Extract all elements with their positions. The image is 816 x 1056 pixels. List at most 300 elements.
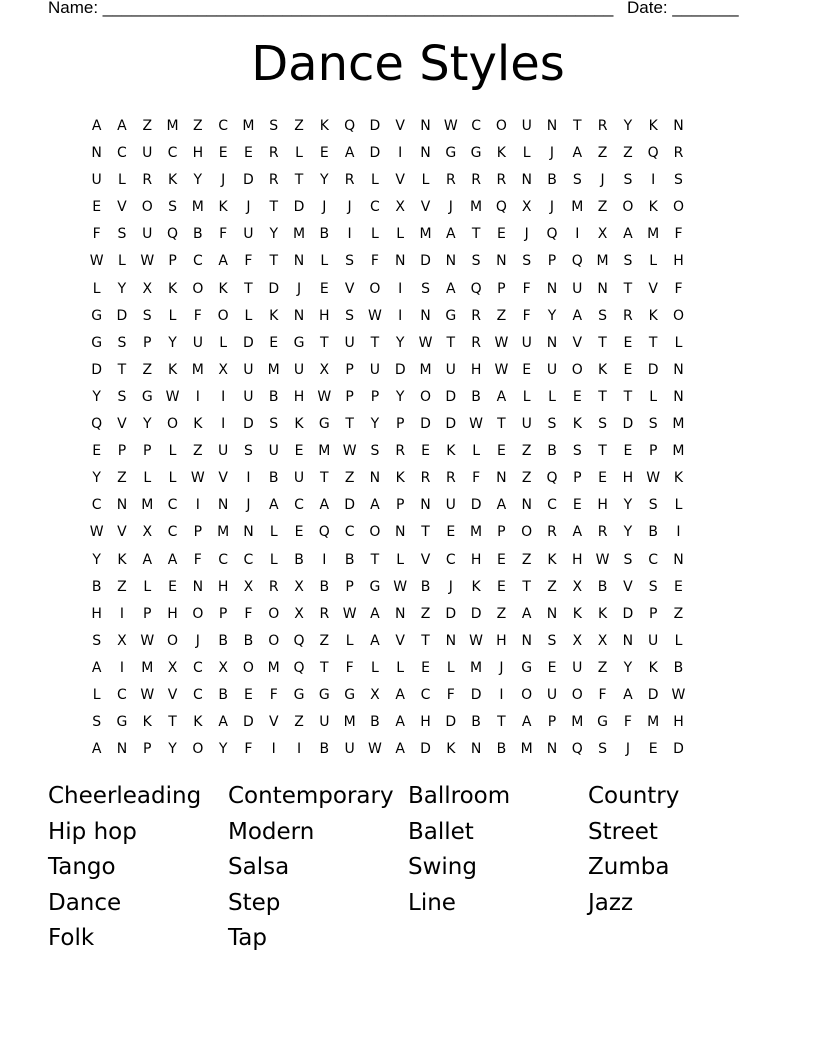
grid-letter: R bbox=[445, 470, 456, 487]
grid-letter: L bbox=[649, 253, 658, 270]
grid-letter: L bbox=[674, 632, 683, 649]
grid-letter: A bbox=[218, 714, 228, 731]
grid-row bbox=[84, 194, 691, 221]
grid-letter: H bbox=[293, 388, 305, 405]
grid-letter: A bbox=[91, 118, 102, 134]
grid-letter: A bbox=[268, 497, 279, 514]
grid-letter: B bbox=[294, 551, 304, 568]
grid-letter: H bbox=[319, 307, 330, 324]
grid-letter: A bbox=[623, 226, 633, 243]
grid-letter: L bbox=[118, 172, 126, 189]
grid-letter: S bbox=[117, 334, 127, 351]
grid-letter: T bbox=[573, 118, 582, 134]
grid-letter: M bbox=[520, 741, 533, 758]
grid-letter: Y bbox=[168, 741, 177, 758]
grid-letter: D bbox=[445, 388, 457, 405]
grid-letter: X bbox=[572, 632, 583, 649]
grid-letter: X bbox=[142, 524, 153, 541]
grid-letter: D bbox=[622, 416, 634, 433]
grid-letter: B bbox=[370, 714, 380, 731]
grid-letter: Y bbox=[547, 307, 557, 324]
grid-letter: C bbox=[344, 524, 355, 541]
grid-letter: F bbox=[244, 605, 253, 622]
grid-letter: U bbox=[344, 741, 355, 758]
grid-letter: V bbox=[395, 118, 405, 134]
grid-row bbox=[84, 248, 691, 275]
grid-letter: J bbox=[600, 172, 605, 189]
grid-letter: M bbox=[292, 226, 306, 243]
grid-letter: Q bbox=[571, 253, 583, 270]
grid-letter: P bbox=[497, 524, 506, 541]
grid-letter: T bbox=[320, 470, 329, 487]
grid-row bbox=[84, 221, 691, 248]
grid-letter: E bbox=[319, 145, 329, 162]
header bbox=[48, 0, 748, 20]
grid-letter: Q bbox=[546, 226, 558, 243]
grid-letter: C bbox=[445, 551, 456, 568]
grid-letter: M bbox=[267, 659, 280, 676]
grid-letter: L bbox=[345, 632, 354, 649]
grid-letter: D bbox=[394, 361, 406, 378]
grid-letter: E bbox=[496, 443, 506, 460]
grid-letter: O bbox=[672, 307, 684, 324]
grid-letter: A bbox=[446, 226, 456, 243]
grid-letter: E bbox=[319, 280, 329, 297]
grid-letter: H bbox=[673, 714, 684, 731]
grid-row bbox=[84, 682, 691, 709]
grid-letter: Z bbox=[496, 307, 507, 324]
grid-letter: B bbox=[648, 524, 658, 541]
grid-letter: I bbox=[575, 226, 580, 243]
grid-letter: V bbox=[395, 172, 405, 189]
grid-letter: V bbox=[420, 551, 431, 568]
grid-letter: D bbox=[344, 497, 355, 514]
grid-letter: D bbox=[420, 741, 431, 758]
grid-letter: J bbox=[246, 497, 251, 514]
grid-letter: L bbox=[396, 551, 405, 568]
grid-letter: U bbox=[243, 226, 254, 243]
grid-letter: C bbox=[117, 686, 127, 703]
grid-letter: E bbox=[496, 551, 506, 568]
grid-letter: G bbox=[116, 714, 128, 731]
grid-letter: P bbox=[143, 443, 152, 460]
grid-letter: V bbox=[648, 280, 658, 297]
grid-letter: K bbox=[269, 307, 279, 324]
grid-letter: L bbox=[143, 578, 152, 595]
grid-letter: X bbox=[521, 199, 532, 216]
grid-letter: C bbox=[243, 551, 254, 568]
grid-row bbox=[84, 411, 691, 438]
grid-letter: K bbox=[572, 416, 582, 433]
grid-letter: Y bbox=[269, 226, 278, 243]
grid-letter: T bbox=[421, 632, 430, 649]
grid-letter: H bbox=[217, 578, 229, 595]
grid-letter: I bbox=[296, 741, 302, 758]
grid-letter: A bbox=[218, 253, 228, 270]
grid-letter: X bbox=[142, 280, 153, 297]
grid-letter: P bbox=[143, 741, 152, 758]
grid-letter: Z bbox=[294, 118, 304, 134]
page-title: Dance Styles bbox=[251, 36, 565, 92]
grid-letter: Q bbox=[293, 632, 305, 649]
grid-letter: W bbox=[494, 361, 509, 378]
grid-row bbox=[84, 140, 691, 167]
grid-letter: O bbox=[192, 605, 204, 622]
grid-letter: L bbox=[118, 253, 126, 270]
grid-letter: M bbox=[470, 524, 483, 541]
grid-letter: O bbox=[217, 307, 229, 324]
word-list-item: Modern bbox=[228, 818, 315, 845]
grid-letter: J bbox=[549, 199, 555, 216]
grid-letter: K bbox=[218, 280, 228, 297]
grid-letter: Z bbox=[623, 145, 633, 162]
grid-letter: E bbox=[244, 686, 253, 703]
grid-letter: U bbox=[192, 334, 203, 351]
grid-letter: U bbox=[572, 280, 583, 297]
grid-letter: M bbox=[672, 416, 685, 433]
grid-letter: F bbox=[92, 226, 101, 243]
grid-row bbox=[84, 519, 691, 546]
grid-letter: I bbox=[651, 172, 656, 189]
grid-letter: N bbox=[546, 118, 558, 134]
grid-letter: Y bbox=[92, 551, 101, 568]
grid-letter: T bbox=[497, 714, 506, 731]
grid-letter: Y bbox=[395, 334, 405, 351]
grid-row bbox=[84, 628, 691, 655]
grid-letter: D bbox=[243, 334, 254, 351]
grid-letter: G bbox=[445, 145, 457, 162]
grid-letter: B bbox=[243, 632, 254, 649]
grid-letter: M bbox=[191, 361, 204, 378]
word-list-item: Salsa bbox=[228, 854, 290, 880]
grid-letter: W bbox=[140, 686, 155, 703]
name-field[interactable]: Name: ______________________________________________________ bbox=[48, 0, 614, 17]
word-list bbox=[48, 780, 768, 958]
grid-letter: P bbox=[143, 605, 152, 622]
word-list-item: Cheerleading bbox=[48, 783, 202, 809]
grid-letter: B bbox=[547, 443, 557, 460]
grid-letter: K bbox=[597, 605, 608, 622]
grid-letter: L bbox=[168, 470, 177, 487]
grid-row bbox=[84, 357, 691, 384]
grid-letter: S bbox=[572, 172, 582, 189]
grid-letter: P bbox=[648, 443, 658, 460]
grid-letter: S bbox=[370, 443, 380, 460]
grid-letter: W bbox=[494, 334, 509, 351]
grid-letter: S bbox=[674, 172, 683, 189]
grid-letter: D bbox=[420, 253, 431, 270]
grid-letter: N bbox=[293, 307, 305, 324]
grid-letter: N bbox=[496, 253, 507, 270]
grid-letter: C bbox=[471, 118, 481, 134]
grid-letter: E bbox=[244, 145, 253, 162]
grid-letter: X bbox=[395, 199, 405, 216]
grid-letter: C bbox=[192, 686, 203, 703]
grid-letter: V bbox=[572, 334, 583, 351]
grid-letter: L bbox=[522, 388, 531, 405]
grid-letter: X bbox=[597, 632, 608, 649]
grid-letter: K bbox=[167, 172, 178, 189]
grid-letter: D bbox=[647, 686, 659, 703]
grid-letter: H bbox=[420, 714, 431, 731]
grid-letter: V bbox=[344, 280, 355, 297]
grid-letter: T bbox=[294, 172, 304, 189]
grid-letter: R bbox=[597, 524, 608, 541]
grid-letter: R bbox=[623, 307, 633, 324]
grid-letter: E bbox=[294, 443, 304, 460]
grid-letter: K bbox=[142, 714, 152, 731]
grid-letter: L bbox=[674, 334, 683, 351]
grid-letter: H bbox=[622, 470, 634, 487]
grid-letter: D bbox=[420, 416, 431, 433]
grid-letter: T bbox=[522, 578, 531, 595]
grid-letter: N bbox=[243, 524, 254, 541]
grid-letter: E bbox=[572, 497, 582, 514]
grid-letter: Y bbox=[370, 416, 380, 433]
grid-row bbox=[84, 709, 691, 736]
grid-letter: Z bbox=[117, 578, 127, 595]
grid-letter: S bbox=[598, 307, 608, 324]
grid-letter: F bbox=[674, 226, 683, 243]
grid-letter: Z bbox=[597, 199, 608, 216]
grid-letter: A bbox=[167, 551, 178, 568]
grid-letter: V bbox=[623, 578, 633, 595]
grid-letter: K bbox=[117, 551, 127, 568]
grid-letter: H bbox=[673, 253, 684, 270]
grid-letter: F bbox=[674, 280, 683, 297]
grid-letter: X bbox=[319, 361, 330, 378]
grid-row bbox=[84, 465, 691, 492]
grid-letter: O bbox=[268, 632, 280, 649]
grid-letter: S bbox=[623, 551, 633, 568]
word-list-item: Dance bbox=[48, 889, 122, 916]
grid-letter: L bbox=[396, 659, 405, 676]
grid-letter: A bbox=[446, 280, 456, 297]
grid-letter: O bbox=[242, 659, 254, 676]
grid-letter: M bbox=[141, 659, 154, 676]
grid-letter: S bbox=[168, 199, 177, 216]
grid-letter: A bbox=[572, 145, 583, 162]
grid-letter: W bbox=[165, 388, 180, 405]
grid-row bbox=[84, 655, 691, 682]
grid-letter: I bbox=[246, 470, 251, 487]
grid-letter: I bbox=[221, 388, 226, 405]
grid-letter: F bbox=[522, 307, 531, 324]
grid-letter: S bbox=[142, 307, 152, 324]
grid-letter: E bbox=[92, 199, 102, 216]
grid-letter: Y bbox=[623, 118, 633, 134]
grid-letter: A bbox=[370, 497, 380, 514]
grid-letter: J bbox=[448, 578, 453, 595]
grid-letter: T bbox=[345, 416, 354, 433]
grid-letter: U bbox=[344, 334, 355, 351]
grid-letter: L bbox=[522, 145, 531, 162]
grid-letter: K bbox=[167, 361, 178, 378]
grid-letter: W bbox=[190, 470, 205, 487]
grid-letter: Y bbox=[623, 524, 633, 541]
grid-letter: J bbox=[322, 199, 327, 216]
grid-letter: R bbox=[673, 145, 684, 162]
grid-letter: M bbox=[419, 226, 432, 243]
grid-letter: D bbox=[369, 118, 381, 134]
grid-letter: M bbox=[267, 361, 280, 378]
grid-letter: A bbox=[91, 741, 102, 758]
grid-letter: C bbox=[420, 686, 431, 703]
grid-letter: I bbox=[398, 145, 403, 162]
grid-letter: N bbox=[420, 118, 431, 134]
grid-letter: C bbox=[192, 253, 203, 270]
grid-letter: W bbox=[367, 307, 382, 324]
grid-letter: O bbox=[672, 199, 684, 216]
grid-letter: N bbox=[369, 470, 381, 487]
grid-letter: P bbox=[395, 497, 405, 514]
grid-letter: X bbox=[167, 659, 178, 676]
grid-letter: M bbox=[571, 714, 584, 731]
grid-letter: Y bbox=[142, 416, 152, 433]
grid-letter: W bbox=[342, 605, 357, 622]
grid-letter: S bbox=[471, 253, 481, 270]
grid-letter: Y bbox=[168, 334, 177, 351]
grid-letter: X bbox=[370, 686, 380, 703]
word-list-item: Swing bbox=[408, 854, 477, 880]
grid-letter: M bbox=[470, 659, 483, 676]
grid-letter: G bbox=[369, 578, 381, 595]
grid-letter: S bbox=[623, 172, 633, 189]
grid-letter: J bbox=[549, 145, 555, 162]
grid-letter: J bbox=[195, 632, 200, 649]
grid-letter: P bbox=[547, 253, 557, 270]
grid-letter: H bbox=[597, 497, 608, 514]
grid-letter: N bbox=[470, 741, 482, 758]
grid-letter: M bbox=[470, 199, 483, 216]
grid-letter: N bbox=[496, 470, 507, 487]
grid-letter: N bbox=[217, 497, 229, 514]
grid-letter: B bbox=[319, 226, 330, 243]
grid-letter: L bbox=[548, 388, 556, 405]
grid-letter: U bbox=[369, 361, 381, 378]
grid-letter: L bbox=[320, 253, 329, 270]
grid-letter: Q bbox=[546, 470, 558, 487]
grid-letter: N bbox=[546, 605, 558, 622]
date-field[interactable]: Date: _______ bbox=[627, 0, 739, 17]
grid-letter: Q bbox=[344, 118, 356, 134]
grid-letter: K bbox=[597, 361, 608, 378]
grid-letter: T bbox=[168, 714, 177, 731]
grid-letter: Z bbox=[673, 605, 684, 622]
grid-letter: T bbox=[269, 199, 278, 216]
grid-letter: J bbox=[448, 199, 453, 216]
grid-letter: V bbox=[117, 199, 127, 216]
grid-letter: R bbox=[319, 605, 330, 622]
grid-letter: V bbox=[218, 470, 228, 487]
grid-letter: W bbox=[418, 334, 433, 351]
grid-letter: Z bbox=[117, 470, 127, 487]
grid-letter: L bbox=[472, 443, 480, 460]
grid-letter: S bbox=[598, 416, 608, 433]
grid-letter: T bbox=[269, 253, 278, 270]
grid-letter: I bbox=[347, 226, 352, 243]
grid-letter: Y bbox=[218, 741, 228, 758]
grid-letter: I bbox=[195, 388, 200, 405]
grid-row bbox=[84, 736, 691, 763]
grid-letter: W bbox=[595, 551, 610, 568]
grid-letter: B bbox=[547, 172, 557, 189]
grid-letter: Z bbox=[521, 443, 532, 460]
grid-letter: C bbox=[547, 497, 557, 514]
grid-letter: X bbox=[117, 632, 127, 649]
grid-letter: F bbox=[193, 307, 202, 324]
grid-letter: N bbox=[91, 145, 102, 162]
grid-letter: K bbox=[446, 443, 456, 460]
grid-letter: G bbox=[293, 334, 305, 351]
grid-letter: B bbox=[471, 388, 481, 405]
grid-letter: K bbox=[471, 578, 481, 595]
grid-letter: L bbox=[371, 659, 379, 676]
grid-letter: D bbox=[647, 361, 659, 378]
grid-letter: W bbox=[89, 253, 104, 270]
grid-letter: P bbox=[218, 605, 228, 622]
grid-letter: H bbox=[470, 551, 482, 568]
grid-letter: T bbox=[117, 361, 127, 378]
grid-letter: F bbox=[193, 551, 202, 568]
grid-letter: M bbox=[166, 118, 179, 134]
grid-row bbox=[84, 330, 691, 357]
grid-letter: T bbox=[623, 280, 633, 297]
grid-letter: T bbox=[471, 226, 481, 243]
grid-letter: W bbox=[317, 388, 332, 405]
grid-letter: O bbox=[369, 280, 381, 297]
grid-letter: V bbox=[117, 416, 127, 433]
grid-letter: F bbox=[244, 741, 253, 758]
grid-letter: T bbox=[370, 334, 380, 351]
grid-letter: N bbox=[521, 497, 532, 514]
grid-letter: I bbox=[676, 524, 681, 541]
grid-letter: N bbox=[521, 172, 532, 189]
grid-letter: N bbox=[673, 551, 684, 568]
grid-letter: F bbox=[244, 253, 253, 270]
grid-letter: I bbox=[322, 551, 327, 568]
grid-letter: Q bbox=[647, 145, 659, 162]
grid-letter: W bbox=[469, 632, 484, 649]
grid-letter: N bbox=[597, 280, 608, 297]
grid-letter: D bbox=[243, 416, 254, 433]
grid-letter: N bbox=[673, 361, 684, 378]
grid-letter: D bbox=[268, 280, 280, 297]
grid-letter: B bbox=[91, 578, 102, 595]
grid-letter: E bbox=[547, 659, 557, 676]
grid-letter: I bbox=[499, 686, 504, 703]
grid-letter: K bbox=[648, 118, 658, 134]
grid-letter: I bbox=[221, 416, 226, 433]
grid-letter: C bbox=[91, 497, 102, 514]
word-list-item: Tango bbox=[48, 854, 116, 880]
grid-letter: G bbox=[445, 307, 457, 324]
grid-letter: P bbox=[345, 578, 354, 595]
grid-letter: J bbox=[246, 199, 251, 216]
grid-letter: C bbox=[294, 497, 304, 514]
word-list-item: Folk bbox=[48, 925, 95, 951]
grid-letter: N bbox=[622, 632, 634, 649]
grid-letter: W bbox=[393, 578, 408, 595]
grid-letter: E bbox=[421, 659, 430, 676]
grid-letter: N bbox=[394, 605, 406, 622]
grid-letter: Z bbox=[521, 551, 532, 568]
grid-letter: B bbox=[268, 388, 279, 405]
grid-letter: Q bbox=[318, 524, 330, 541]
grid-letter: U bbox=[243, 361, 254, 378]
grid-row bbox=[84, 276, 691, 303]
grid-letter: K bbox=[648, 199, 658, 216]
